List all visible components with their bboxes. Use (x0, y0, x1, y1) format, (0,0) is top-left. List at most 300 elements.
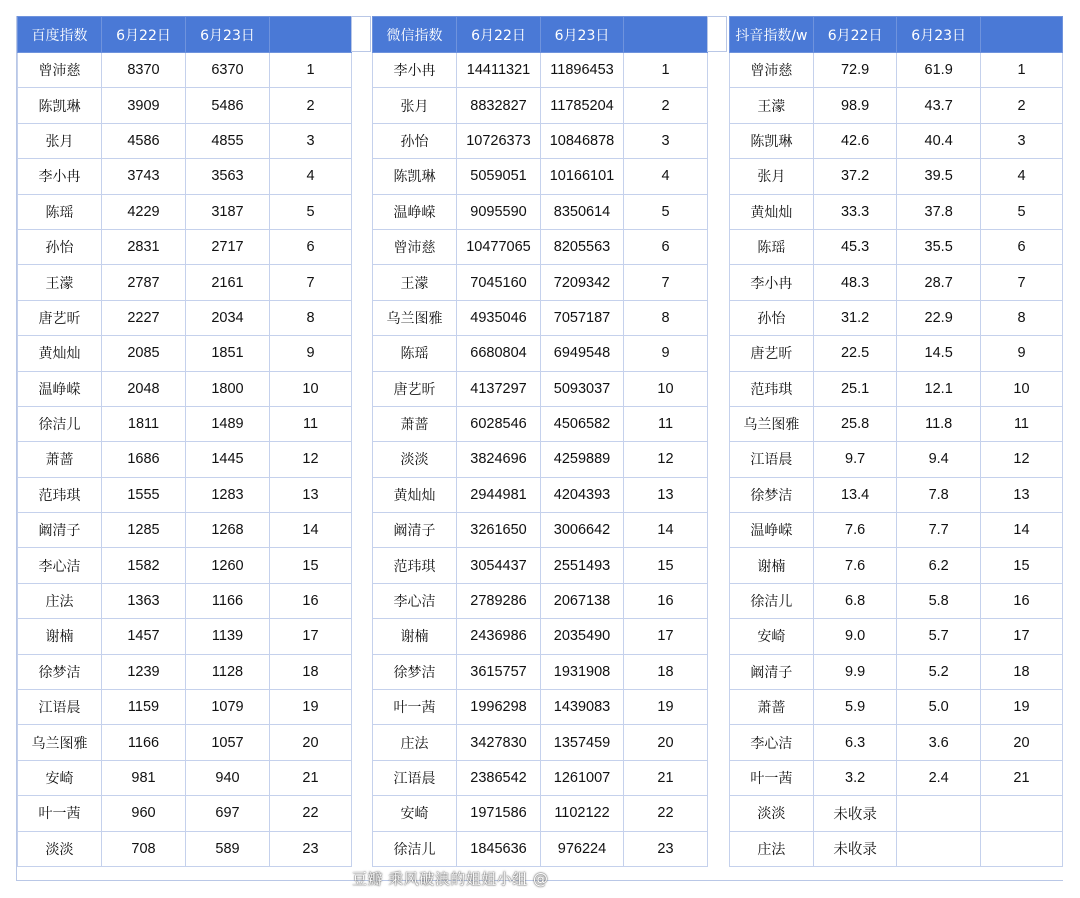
value-cell: 1102122 (541, 796, 624, 831)
value-cell: 5486 (186, 88, 270, 123)
name-cell: 谢楠 (730, 548, 814, 583)
value-cell: 2085 (102, 336, 186, 371)
value-cell: 48.3 (813, 265, 897, 300)
rank-cell: 19 (980, 690, 1062, 725)
douyin-index-table (729, 16, 1063, 867)
value-cell: 2227 (102, 300, 186, 335)
value-cell: 4586 (102, 123, 186, 158)
name-cell: 萧蔷 (18, 442, 102, 477)
table-row (730, 513, 1063, 548)
rank-cell: 6 (624, 229, 708, 264)
table-row (373, 406, 708, 441)
table-row (730, 619, 1063, 654)
rank-cell: 16 (270, 583, 352, 618)
value-cell: 8832827 (457, 88, 541, 123)
table-row (18, 159, 352, 194)
douyin-header-cell: 6月22日 (813, 17, 897, 53)
rank-cell: 15 (270, 548, 352, 583)
table-row (18, 53, 352, 88)
value-cell: 2161 (186, 265, 270, 300)
value-cell: 3187 (186, 194, 270, 229)
value-cell: 4204393 (541, 477, 624, 512)
rank-cell: 20 (980, 725, 1062, 760)
name-cell: 李小冉 (373, 53, 457, 88)
table-row (730, 406, 1063, 441)
table-row (373, 725, 708, 760)
rank-cell: 8 (980, 300, 1062, 335)
name-cell: 范玮琪 (730, 371, 814, 406)
rank-cell: 23 (624, 831, 708, 866)
value-cell: 11.8 (897, 406, 981, 441)
name-cell: 庄法 (18, 583, 102, 618)
table-row (18, 123, 352, 158)
name-cell: 阚清子 (373, 513, 457, 548)
table-row (373, 300, 708, 335)
value-cell: 1260 (186, 548, 270, 583)
name-cell: 范玮琪 (373, 548, 457, 583)
rank-cell: 8 (270, 300, 352, 335)
table-row (730, 548, 1063, 583)
value-cell: 6370 (186, 53, 270, 88)
table-row (18, 548, 352, 583)
value-cell: 10166101 (541, 159, 624, 194)
rank-cell: 6 (980, 229, 1062, 264)
name-cell: 孙怡 (373, 123, 457, 158)
table-row (730, 725, 1063, 760)
value-cell: 31.2 (813, 300, 897, 335)
rank-cell: 10 (624, 371, 708, 406)
rank-cell: 18 (980, 654, 1062, 689)
value-cell: 6.2 (897, 548, 981, 583)
value-cell: 697 (186, 796, 270, 831)
name-cell: 唐艺昕 (18, 300, 102, 335)
value-cell: 2551493 (541, 548, 624, 583)
value-cell: 45.3 (813, 229, 897, 264)
name-cell: 叶一茜 (730, 760, 814, 795)
value-cell: 5059051 (457, 159, 541, 194)
weixin-header-cell: 微信指数 (373, 17, 457, 53)
rank-cell: 21 (980, 760, 1062, 795)
rank-cell: 14 (980, 513, 1062, 548)
value-cell: 1811 (102, 406, 186, 441)
table-row (730, 477, 1063, 512)
table-row (373, 760, 708, 795)
name-cell: 范玮琪 (18, 477, 102, 512)
value-cell: 2.4 (897, 760, 981, 795)
value-cell: 72.9 (813, 53, 897, 88)
name-cell: 乌兰图雅 (373, 300, 457, 335)
rank-cell: 14 (270, 513, 352, 548)
table-row (730, 194, 1063, 229)
name-cell: 陈瑶 (730, 229, 814, 264)
rank-cell: 14 (624, 513, 708, 548)
value-cell: 10726373 (457, 123, 541, 158)
rank-cell: 17 (270, 619, 352, 654)
value-cell: 9.7 (813, 442, 897, 477)
value-cell: 3427830 (457, 725, 541, 760)
rank-cell: 17 (980, 619, 1062, 654)
name-cell: 温峥嵘 (730, 513, 814, 548)
table-row (730, 123, 1063, 158)
value-cell: 1439083 (541, 690, 624, 725)
value-cell: 7209342 (541, 265, 624, 300)
value-cell: 7.8 (897, 477, 981, 512)
rank-cell: 13 (270, 477, 352, 512)
name-cell: 谢楠 (373, 619, 457, 654)
name-cell: 安崎 (18, 760, 102, 795)
weixin-header-cell: 6月23日 (541, 17, 624, 53)
value-cell: 4229 (102, 194, 186, 229)
rank-cell: 10 (980, 371, 1062, 406)
value-cell: 1931908 (541, 654, 624, 689)
table-row (373, 513, 708, 548)
value-cell: 1971586 (457, 796, 541, 831)
table-row (730, 371, 1063, 406)
name-cell: 徐洁儿 (730, 583, 814, 618)
rank-cell: 19 (624, 690, 708, 725)
table-row (373, 336, 708, 371)
table-row (730, 690, 1063, 725)
name-cell: 李心洁 (373, 583, 457, 618)
value-cell: 1166 (102, 725, 186, 760)
name-cell: 黄灿灿 (373, 477, 457, 512)
name-cell: 温峥嵘 (373, 194, 457, 229)
value-cell: 1489 (186, 406, 270, 441)
value-cell: 5.8 (897, 583, 981, 618)
value-cell: 22.9 (897, 300, 981, 335)
table-row (730, 88, 1063, 123)
rank-cell: 17 (624, 619, 708, 654)
value-cell: 13.4 (813, 477, 897, 512)
name-cell: 淡淡 (373, 442, 457, 477)
rank-cell: 22 (270, 796, 352, 831)
value-cell: 5.7 (897, 619, 981, 654)
name-cell: 李心洁 (18, 548, 102, 583)
name-cell: 徐洁儿 (373, 831, 457, 866)
baidu-table (17, 16, 352, 867)
value-cell: 98.9 (813, 88, 897, 123)
rank-cell: 1 (980, 53, 1062, 88)
value-cell: 未收录 (813, 796, 897, 831)
value-cell: 1851 (186, 336, 270, 371)
rank-cell: 7 (624, 265, 708, 300)
value-cell: 1582 (102, 548, 186, 583)
value-cell: 3824696 (457, 442, 541, 477)
rank-cell: 16 (980, 583, 1062, 618)
value-cell: 35.5 (897, 229, 981, 264)
value-cell: 61.9 (897, 53, 981, 88)
value-cell: 3909 (102, 88, 186, 123)
value-cell: 33.3 (813, 194, 897, 229)
rank-cell: 2 (980, 88, 1062, 123)
name-cell: 徐洁儿 (18, 406, 102, 441)
value-cell: 28.7 (897, 265, 981, 300)
value-cell: 3054437 (457, 548, 541, 583)
name-cell: 陈瑶 (373, 336, 457, 371)
rank-cell: 6 (270, 229, 352, 264)
table-row (730, 159, 1063, 194)
value-cell: 3743 (102, 159, 186, 194)
value-cell: 14411321 (457, 53, 541, 88)
value-cell: 2386542 (457, 760, 541, 795)
table-row (18, 760, 352, 795)
rank-cell: 21 (624, 760, 708, 795)
name-cell: 曾沛慈 (730, 53, 814, 88)
value-cell: 7045160 (457, 265, 541, 300)
rank-cell: 9 (980, 336, 1062, 371)
table-row (18, 654, 352, 689)
table-row (373, 371, 708, 406)
douyin-header-cell: 抖音指数/w (730, 17, 814, 53)
baidu-header-cell (270, 17, 352, 53)
table-row (373, 548, 708, 583)
value-cell: 9.4 (897, 442, 981, 477)
table-row (730, 760, 1063, 795)
name-cell: 叶一茜 (18, 796, 102, 831)
name-cell: 阚清子 (730, 654, 814, 689)
rank-cell: 2 (270, 88, 352, 123)
value-cell: 11785204 (541, 88, 624, 123)
table-row (373, 159, 708, 194)
column-gap (351, 16, 371, 52)
table-row (730, 265, 1063, 300)
name-cell: 叶一茜 (373, 690, 457, 725)
rank-cell: 13 (980, 477, 1062, 512)
watermark (352, 868, 549, 889)
value-cell: 981 (102, 760, 186, 795)
value-cell: 2035490 (541, 619, 624, 654)
rank-cell: 9 (270, 336, 352, 371)
table-row (18, 371, 352, 406)
rank-cell: 1 (624, 53, 708, 88)
name-cell: 徐梦洁 (730, 477, 814, 512)
value-cell: 10846878 (541, 123, 624, 158)
value-cell: 4259889 (541, 442, 624, 477)
value-cell: 9.9 (813, 654, 897, 689)
weixin-header-cell: 6月22日 (457, 17, 541, 53)
baidu-body (18, 53, 352, 867)
name-cell: 乌兰图雅 (730, 406, 814, 441)
table-row (18, 690, 352, 725)
value-cell: 14.5 (897, 336, 981, 371)
name-cell: 李心洁 (730, 725, 814, 760)
value-cell: 6028546 (457, 406, 541, 441)
value-cell: 2048 (102, 371, 186, 406)
rank-cell: 16 (624, 583, 708, 618)
table-row (373, 53, 708, 88)
table-row (18, 619, 352, 654)
value-cell: 3.6 (897, 725, 981, 760)
name-cell: 曾沛慈 (18, 53, 102, 88)
rank-cell: 11 (624, 406, 708, 441)
name-cell: 王濛 (730, 88, 814, 123)
rank-cell (980, 831, 1062, 866)
table-row (373, 583, 708, 618)
rank-cell: 9 (624, 336, 708, 371)
rank-cell: 5 (270, 194, 352, 229)
rank-cell (980, 796, 1062, 831)
value-cell (897, 831, 981, 866)
table-row (373, 442, 708, 477)
table-row (373, 123, 708, 158)
value-cell: 43.7 (897, 88, 981, 123)
value-cell: 39.5 (897, 159, 981, 194)
table-row (18, 336, 352, 371)
name-cell: 张月 (373, 88, 457, 123)
baidu-header-cell: 6月22日 (102, 17, 186, 53)
value-cell: 940 (186, 760, 270, 795)
table-row (373, 265, 708, 300)
value-cell: 2717 (186, 229, 270, 264)
table-row (730, 229, 1063, 264)
value-cell: 5.9 (813, 690, 897, 725)
value-cell: 1079 (186, 690, 270, 725)
value-cell: 5.0 (897, 690, 981, 725)
name-cell: 陈瑶 (18, 194, 102, 229)
name-cell: 淡淡 (18, 831, 102, 866)
table-row (18, 725, 352, 760)
value-cell: 7057187 (541, 300, 624, 335)
value-cell: 1261007 (541, 760, 624, 795)
rank-cell: 4 (270, 159, 352, 194)
rank-cell: 2 (624, 88, 708, 123)
value-cell: 2944981 (457, 477, 541, 512)
rank-cell: 23 (270, 831, 352, 866)
table-row (18, 265, 352, 300)
douyin-header-row (730, 17, 1063, 53)
value-cell: 7.6 (813, 548, 897, 583)
rank-cell: 4 (624, 159, 708, 194)
value-cell: 2034 (186, 300, 270, 335)
value-cell: 1285 (102, 513, 186, 548)
name-cell: 江语晨 (730, 442, 814, 477)
value-cell: 960 (102, 796, 186, 831)
value-cell: 6680804 (457, 336, 541, 371)
value-cell: 589 (186, 831, 270, 866)
table-row (373, 654, 708, 689)
weixin-body (373, 53, 708, 867)
name-cell: 李小冉 (18, 159, 102, 194)
value-cell: 3.2 (813, 760, 897, 795)
table-row (18, 796, 352, 831)
rank-cell: 11 (980, 406, 1062, 441)
rank-cell: 19 (270, 690, 352, 725)
rank-cell: 8 (624, 300, 708, 335)
value-cell: 6.3 (813, 725, 897, 760)
name-cell: 谢楠 (18, 619, 102, 654)
value-cell: 9.0 (813, 619, 897, 654)
name-cell: 王濛 (18, 265, 102, 300)
baidu-header-row (18, 17, 352, 53)
table-row (373, 690, 708, 725)
name-cell: 黄灿灿 (18, 336, 102, 371)
rank-cell: 3 (980, 123, 1062, 158)
table-row (18, 831, 352, 866)
rank-cell: 10 (270, 371, 352, 406)
column-gap (707, 16, 727, 52)
name-cell: 江语晨 (373, 760, 457, 795)
rank-cell: 20 (270, 725, 352, 760)
value-cell: 4935046 (457, 300, 541, 335)
value-cell: 40.4 (897, 123, 981, 158)
douyin-header-cell (980, 17, 1062, 53)
value-cell: 3615757 (457, 654, 541, 689)
name-cell: 张月 (730, 159, 814, 194)
table-row (730, 583, 1063, 618)
value-cell: 42.6 (813, 123, 897, 158)
value-cell: 4137297 (457, 371, 541, 406)
name-cell: 淡淡 (730, 796, 814, 831)
value-cell: 2067138 (541, 583, 624, 618)
value-cell: 2436986 (457, 619, 541, 654)
value-cell: 6.8 (813, 583, 897, 618)
table-row (373, 831, 708, 866)
value-cell: 976224 (541, 831, 624, 866)
value-cell: 3261650 (457, 513, 541, 548)
value-cell: 3006642 (541, 513, 624, 548)
rank-cell: 5 (624, 194, 708, 229)
rank-cell: 7 (980, 265, 1062, 300)
value-cell: 1268 (186, 513, 270, 548)
table-row (373, 619, 708, 654)
name-cell: 徐梦洁 (373, 654, 457, 689)
value-cell: 1128 (186, 654, 270, 689)
value-cell: 1283 (186, 477, 270, 512)
value-cell: 5093037 (541, 371, 624, 406)
table-row (18, 442, 352, 477)
value-cell: 1057 (186, 725, 270, 760)
value-cell: 1845636 (457, 831, 541, 866)
value-cell: 1166 (186, 583, 270, 618)
name-cell: 阚清子 (18, 513, 102, 548)
watermark-text: 豆瓣 乘风破浪的姐姐小组 @ (352, 870, 549, 888)
table-row (730, 300, 1063, 335)
name-cell: 江语晨 (18, 690, 102, 725)
name-cell: 张月 (18, 123, 102, 158)
value-cell: 12.1 (897, 371, 981, 406)
value-cell: 2789286 (457, 583, 541, 618)
table-row (730, 654, 1063, 689)
rank-cell: 12 (624, 442, 708, 477)
value-cell: 7.7 (897, 513, 981, 548)
value-cell: 1555 (102, 477, 186, 512)
name-cell: 黄灿灿 (730, 194, 814, 229)
baidu-header-cell: 百度指数 (18, 17, 102, 53)
name-cell: 陈凯琳 (730, 123, 814, 158)
rank-cell: 3 (270, 123, 352, 158)
rank-cell: 15 (980, 548, 1062, 583)
table-row (18, 513, 352, 548)
table-row (18, 583, 352, 618)
value-cell: 1686 (102, 442, 186, 477)
table-row (730, 831, 1063, 866)
value-cell: 未收录 (813, 831, 897, 866)
value-cell: 5.2 (897, 654, 981, 689)
value-cell: 1457 (102, 619, 186, 654)
rank-cell: 18 (270, 654, 352, 689)
table-row (18, 194, 352, 229)
rank-cell: 22 (624, 796, 708, 831)
douyin-header-cell: 6月23日 (897, 17, 981, 53)
value-cell: 2787 (102, 265, 186, 300)
weixin-index-table (372, 16, 708, 867)
rank-cell: 1 (270, 53, 352, 88)
table-row (18, 477, 352, 512)
rank-cell: 18 (624, 654, 708, 689)
value-cell: 11896453 (541, 53, 624, 88)
ranking-sheet (16, 16, 1063, 881)
value-cell: 6949548 (541, 336, 624, 371)
